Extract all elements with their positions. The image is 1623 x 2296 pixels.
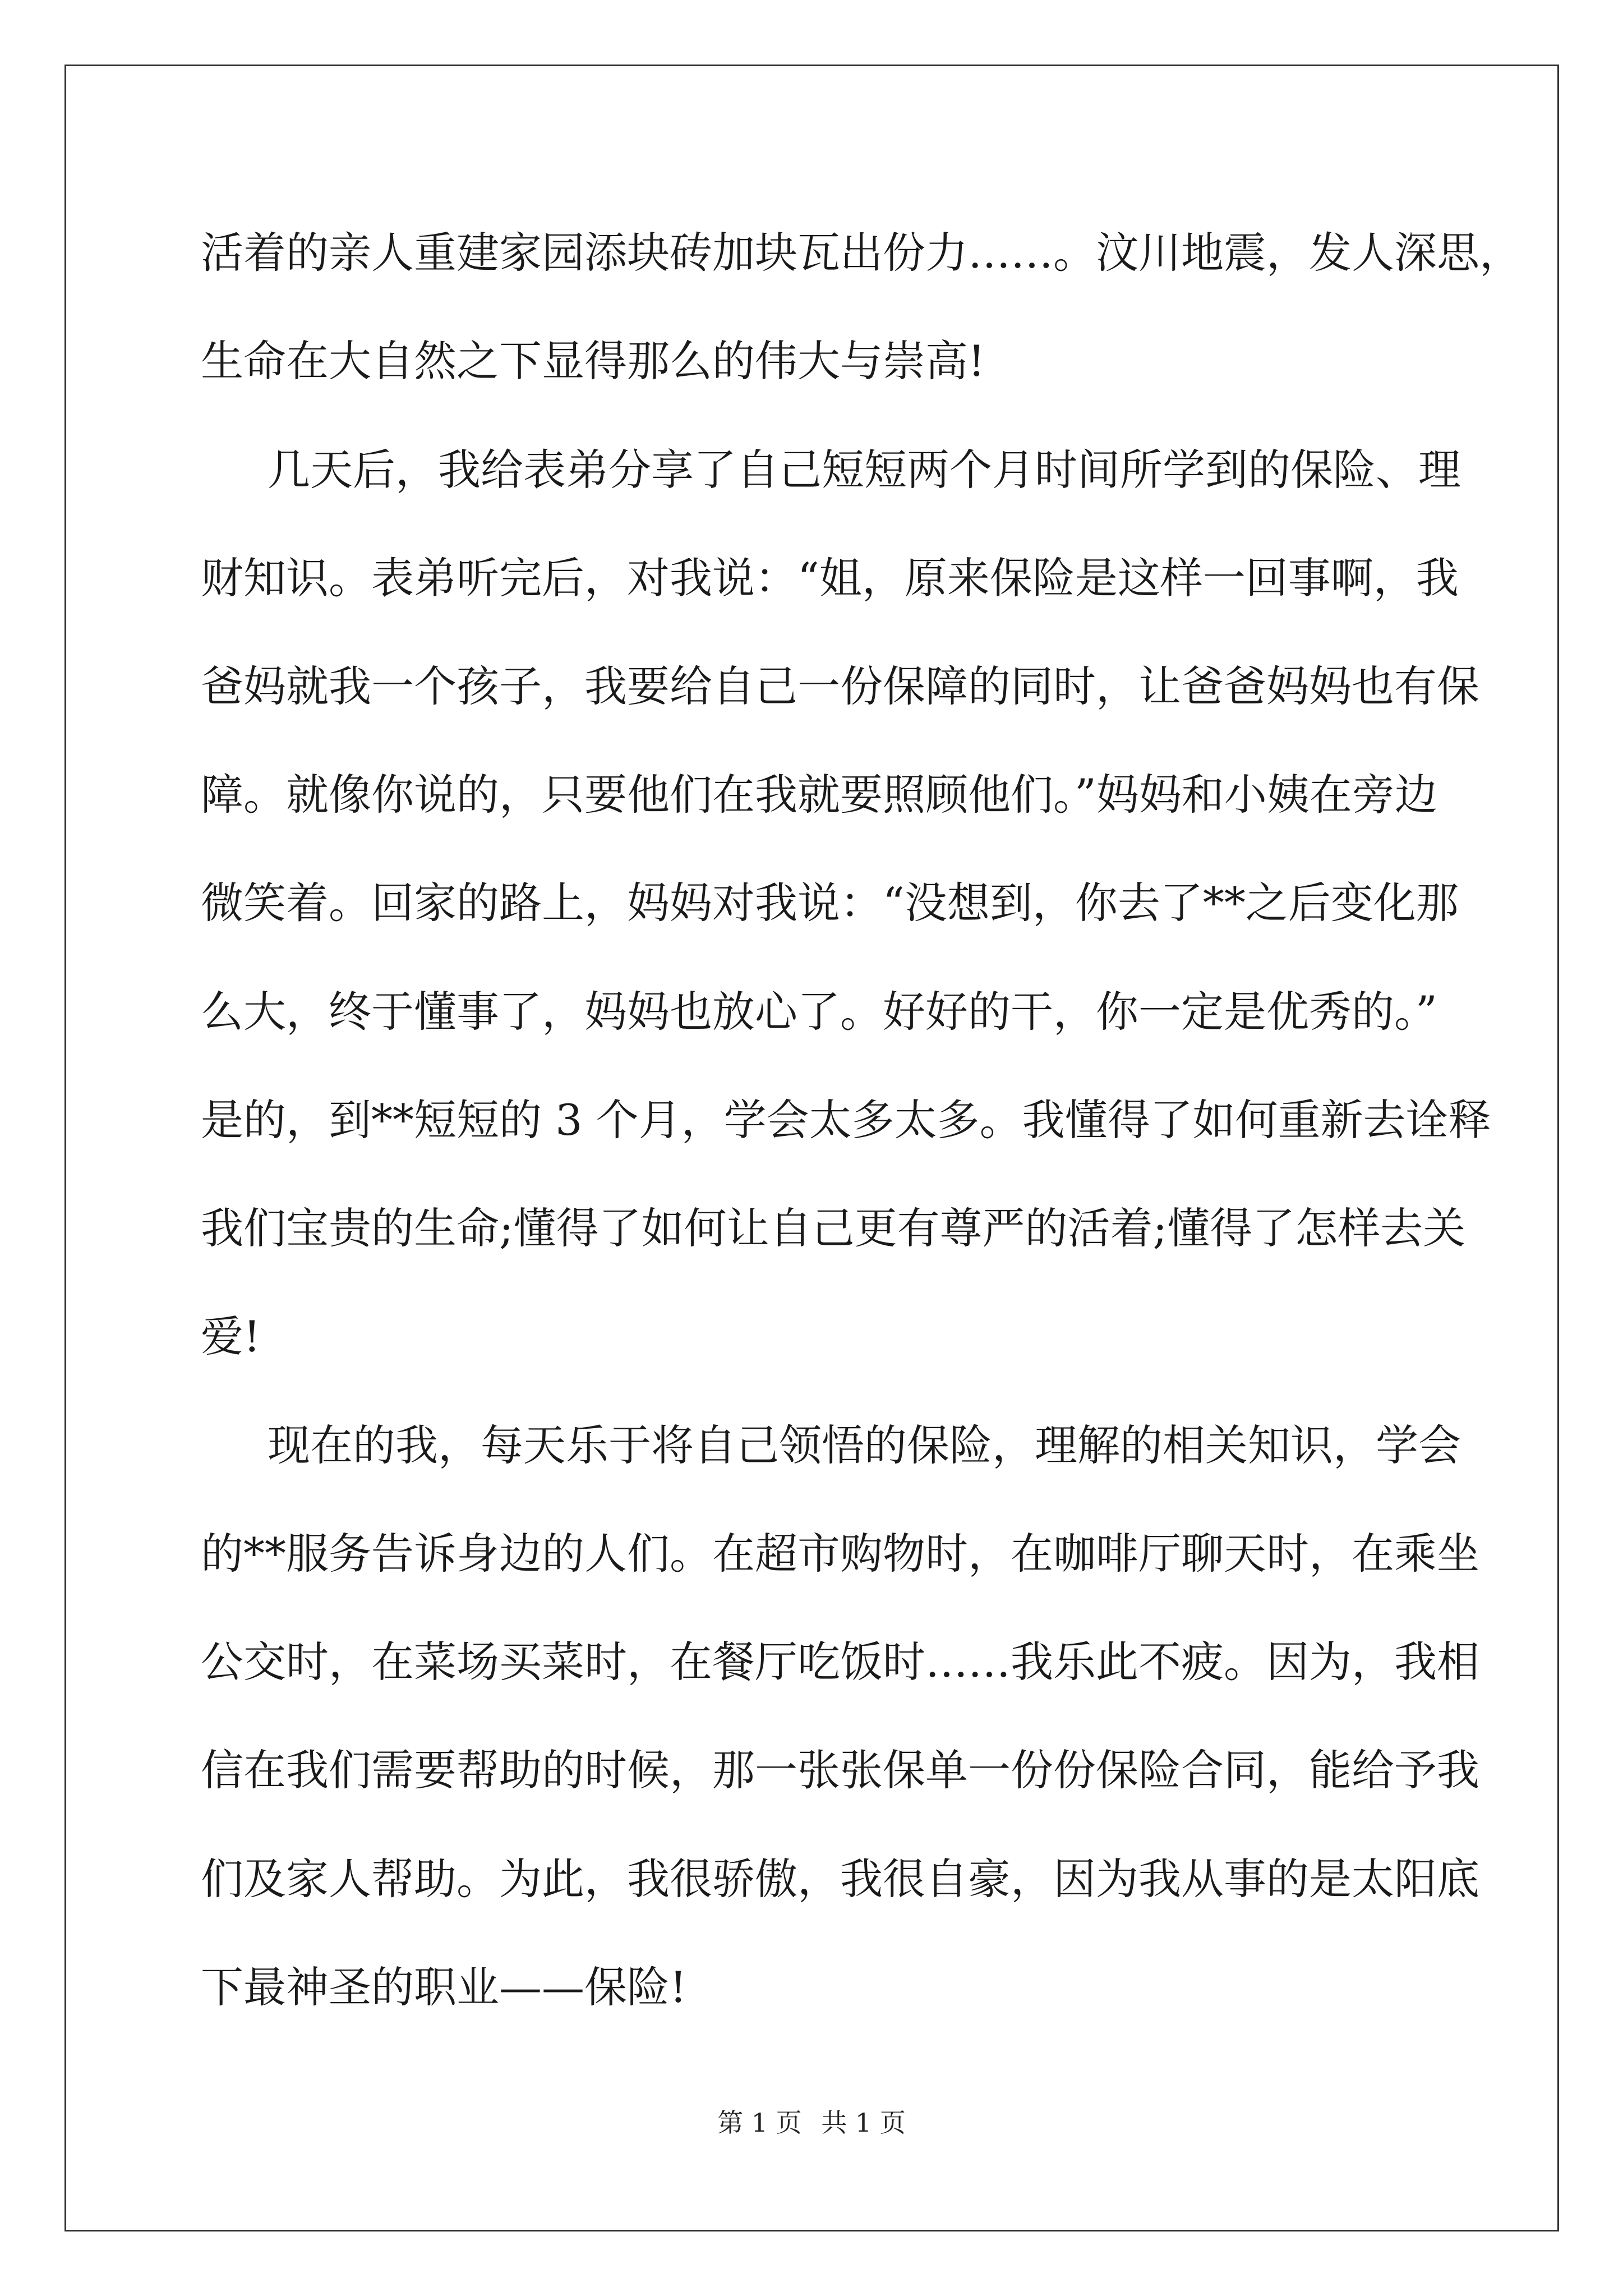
- text-line: 爸妈就我一个孩子，我要给自己一份保障的同时，让爸爸妈妈也有保: [201, 661, 1479, 711]
- text-line: 下最神圣的职业——保险!: [201, 1962, 687, 2012]
- page-total: 共 1 页: [821, 2108, 906, 2138]
- text-line: 微笑着。回家的路上，妈妈对我说：“没想到，你去了**之后变化那: [201, 878, 1459, 928]
- page-border: [64, 65, 1559, 2231]
- paragraph-first-line: 几天后，我给表弟分享了自己短短两个月时间所学到的保险、理: [268, 445, 1461, 495]
- text-line: 爱!: [201, 1312, 261, 1361]
- text-line: 障。就像你说的，只要他们在我就要照顾他们。”妈妈和小姨在旁边: [201, 770, 1437, 820]
- text-line: 财知识。表弟听完后，对我说：“姐，原来保险是这样一回事啊，我: [201, 553, 1459, 603]
- text-line: 信在我们需要帮助的时候，那一张张保单一份份保险合同，能给予我: [201, 1745, 1479, 1795]
- paragraph-first-line: 现在的我，每天乐于将自己领悟的保险，理解的相关知识，学会: [268, 1420, 1461, 1470]
- text-line: 活着的亲人重建家园添块砖加块瓦出份力……。汶川地震，发人深思，: [201, 228, 1522, 278]
- text-line: 们及家人帮助。为此，我很骄傲，我很自豪，因为我从事的是太阳底: [201, 1854, 1479, 1904]
- text-line: 么大，终于懂事了，妈妈也放心了。好好的干，你一定是优秀的。”: [201, 987, 1437, 1037]
- text-line: 我们宝贵的生命;懂得了如何让自己更有尊严的活着;懂得了怎样去关: [201, 1203, 1466, 1253]
- page-number: 第 1 页: [717, 2108, 802, 2138]
- text-line: 生命在大自然之下显得那么的伟大与崇高!: [201, 336, 985, 386]
- text-line: 是的，到**短短的 3 个月，学会太多太多。我懂得了如何重新去诠释: [201, 1095, 1491, 1145]
- text-line: 公交时，在菜场买菜时，在餐厅吃饭时……我乐此不疲。因为，我相: [201, 1637, 1479, 1687]
- text-line: 的**服务告诉身边的人们。在超市购物时，在咖啡厅聊天时，在乘坐: [201, 1529, 1479, 1579]
- page-footer: [0, 2106, 1623, 2139]
